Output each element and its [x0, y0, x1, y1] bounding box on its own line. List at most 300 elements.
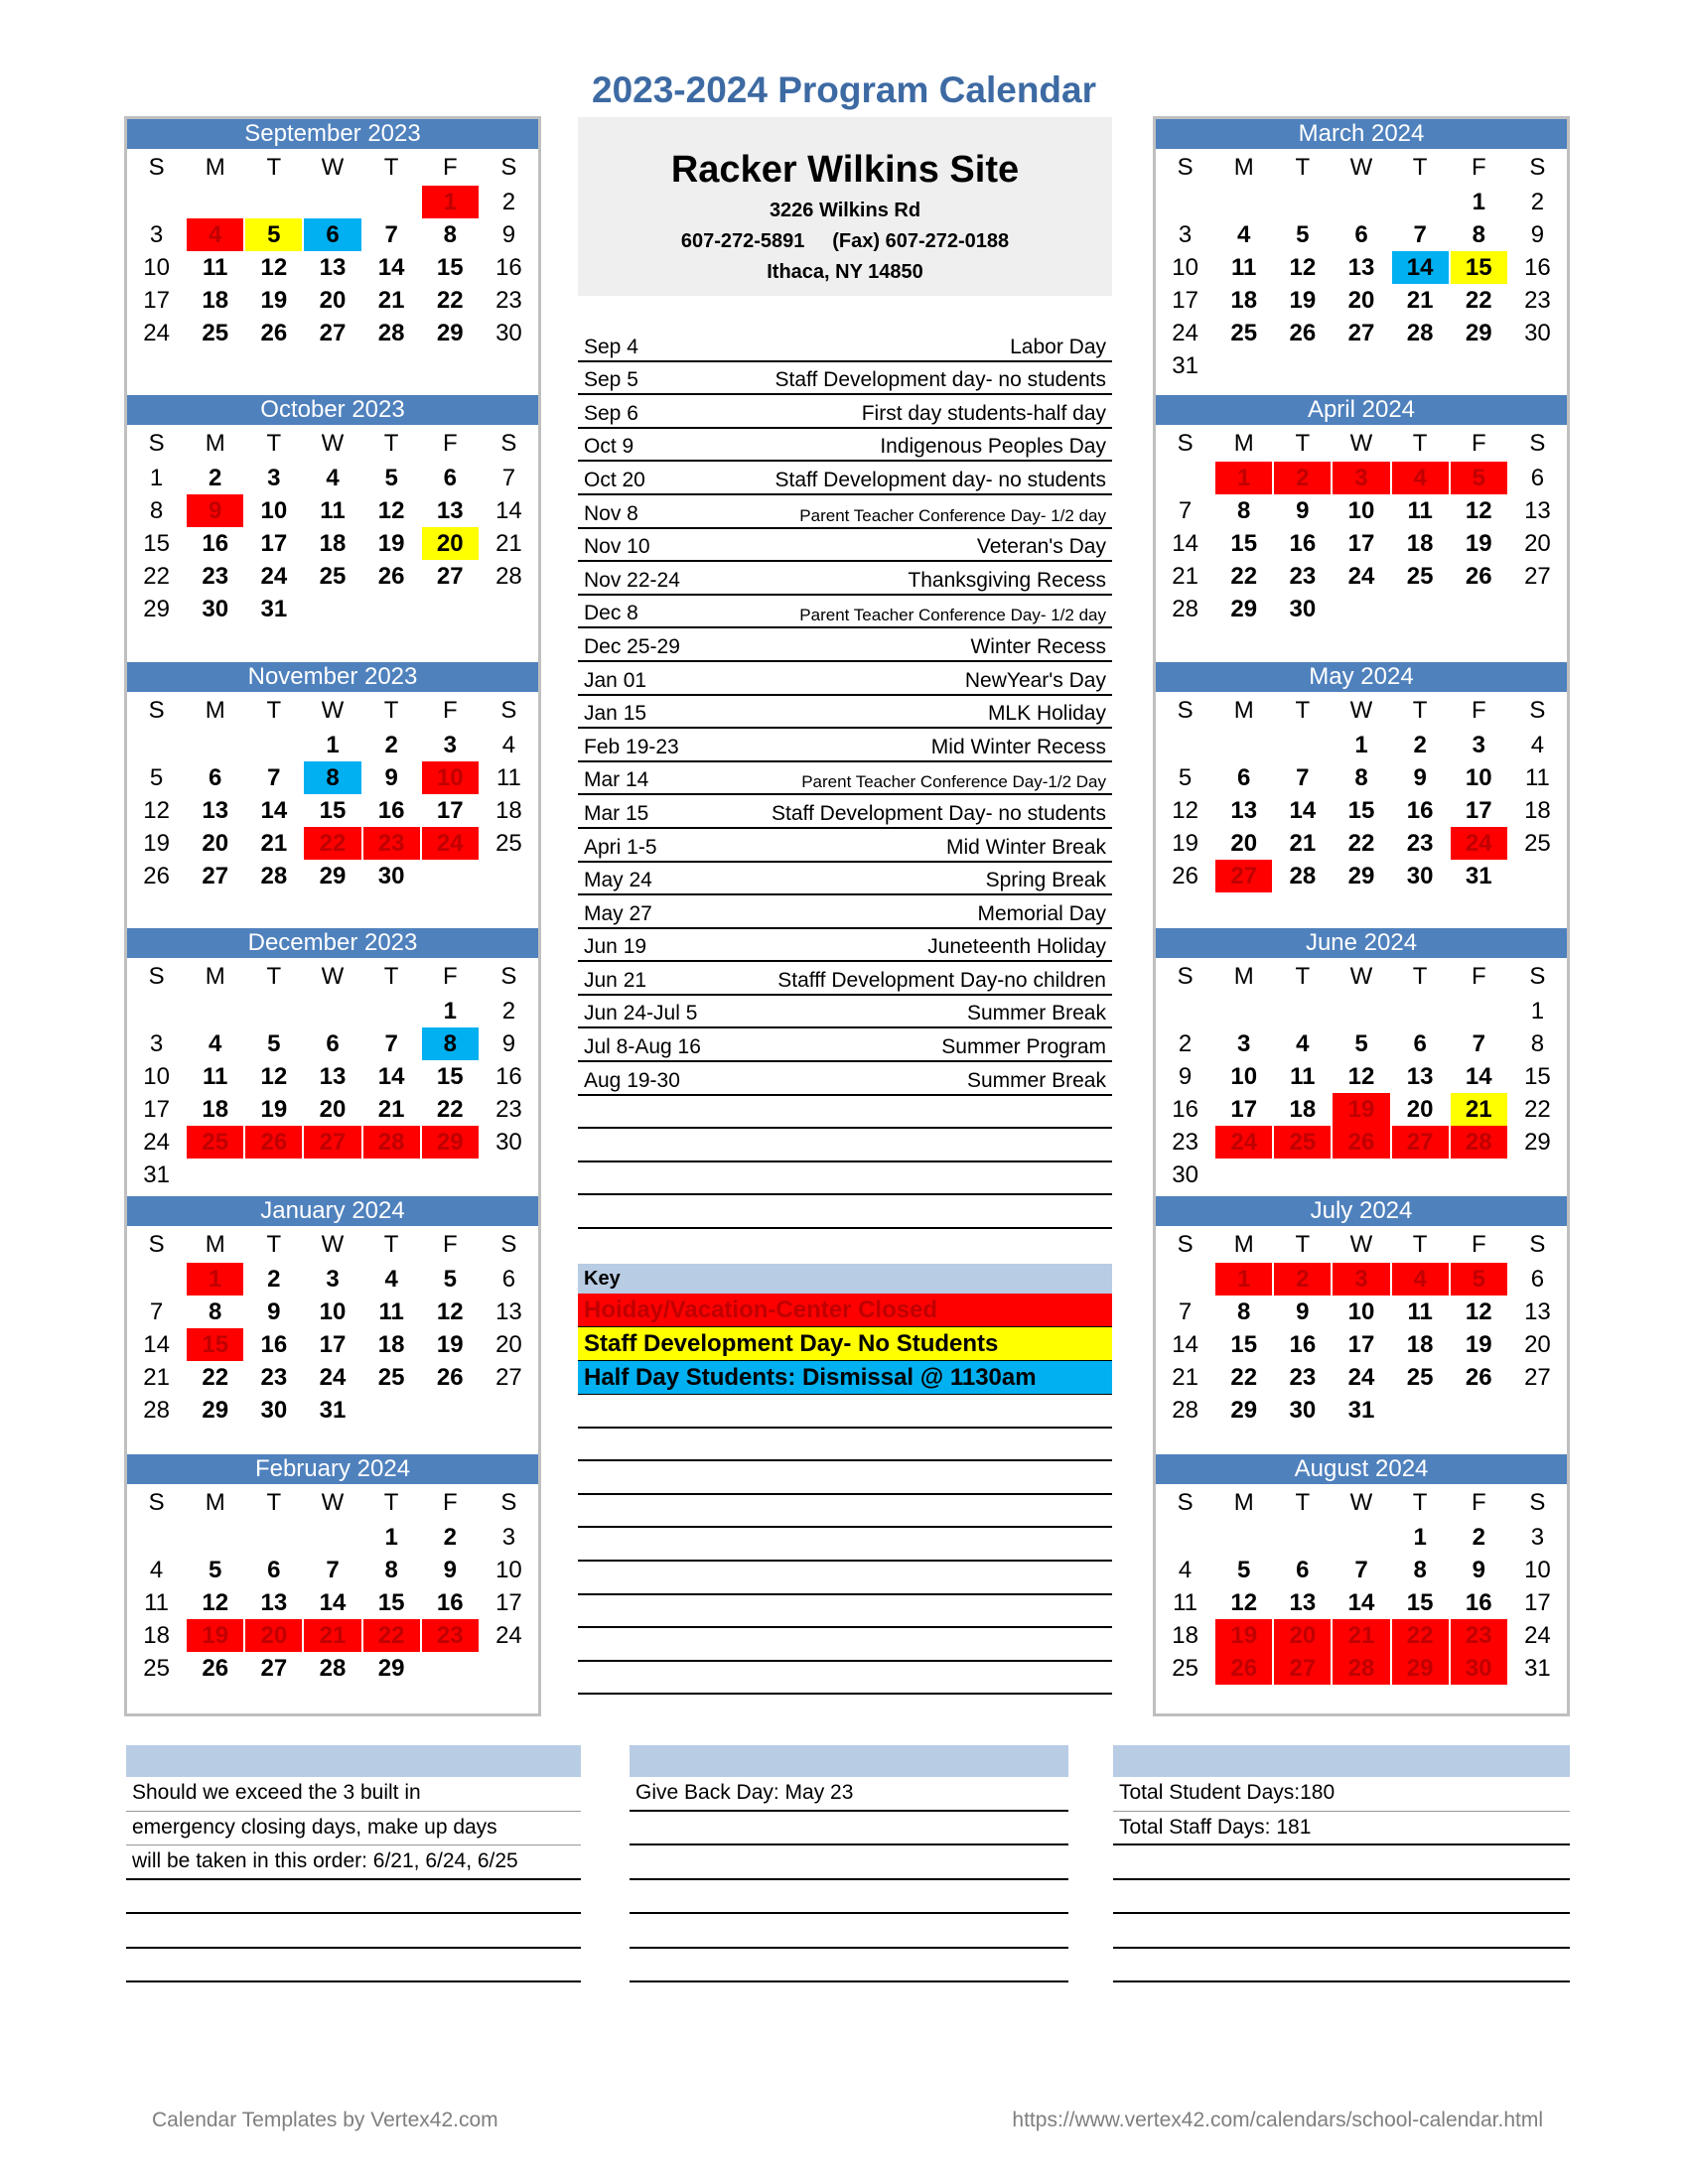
day-cell: 12 [1289, 254, 1317, 281]
blank-line [578, 1129, 1112, 1162]
day-cell: 17 [143, 287, 170, 314]
day-cell: 23 [363, 827, 420, 860]
event-name: Veteran's Day [976, 535, 1106, 559]
empty-day [244, 995, 303, 1027]
month-header: November 2023 [127, 662, 538, 692]
day-cell: 2 [501, 189, 516, 215]
day-cell: 9 [501, 1030, 516, 1057]
weekday-label: M [1233, 154, 1254, 181]
day-cell: 17 [260, 530, 288, 557]
day-cell: 16 [495, 1063, 522, 1090]
day-cell: 25 [377, 1364, 405, 1391]
day-cell: 27 [436, 563, 464, 590]
empty-day [1273, 729, 1332, 761]
site-phones [578, 230, 1112, 253]
day-cell: 27 [1524, 563, 1551, 590]
day-cell: 6 [304, 218, 360, 251]
key-staff-development: Staff Development Day- No Students [578, 1327, 1112, 1361]
weekday-label: T [266, 963, 282, 990]
month-header: April 2024 [1156, 395, 1567, 425]
day-cell: 22 [1230, 563, 1258, 590]
day-cell: 6 [443, 465, 457, 491]
blank-line [1113, 1949, 1570, 1983]
weekday-label: F [1471, 430, 1486, 457]
day-cell: 19 [436, 1331, 464, 1358]
note-line: Should we exceed the 3 built in [126, 1777, 581, 1812]
blank-line [630, 1812, 1068, 1846]
day-cell: 23 [422, 1619, 479, 1652]
day-cell: 16 [1465, 1589, 1492, 1616]
day-cell: 19 [143, 830, 170, 857]
event-name: Spring Break [985, 869, 1106, 892]
blank-line [578, 1195, 1112, 1229]
day-cell: 16 [1172, 1096, 1198, 1123]
day-cell: 8 [422, 1027, 479, 1060]
day-cell: 24 [1172, 320, 1198, 346]
day-cell: 29 [1524, 1129, 1551, 1156]
day-cell: 24 [1451, 827, 1507, 860]
day-cell: 30 [377, 863, 405, 889]
day-cell: 24 [422, 827, 479, 860]
day-cell: 12 [1172, 797, 1198, 824]
day-cell: 17 [436, 797, 464, 824]
event-row [578, 362, 1112, 396]
event-date: Jun 19 [584, 935, 647, 959]
day-cell: 21 [143, 1364, 170, 1391]
event-date: Sep 6 [584, 401, 638, 425]
day-cell: 16 [436, 1589, 464, 1616]
empty-day [1156, 1263, 1214, 1296]
day-cell: 24 [495, 1622, 522, 1649]
event-date: Oct 9 [584, 435, 634, 459]
weekday-label: S [1177, 154, 1194, 181]
day-cell: 2 [501, 998, 516, 1024]
day-cell: 22 [1392, 1619, 1449, 1652]
day-cell: 24 [1215, 1126, 1272, 1159]
event-row [578, 529, 1112, 563]
empty-day [1214, 995, 1273, 1027]
day-cell: 26 [1465, 563, 1492, 590]
day-cell: 13 [319, 254, 347, 281]
footer-url[interactable]: https://www.vertex42.com/calendars/school-calendar.html [1012, 2109, 1543, 2131]
day-cell: 5 [1451, 1263, 1507, 1296]
event-date: Apri 1-5 [584, 835, 657, 859]
day-cell: 22 [436, 1096, 464, 1123]
weekday-label: T [266, 1231, 282, 1258]
weekday-label: T [383, 963, 399, 990]
day-cell: 16 [1289, 530, 1317, 557]
day-cell: 21 [495, 530, 522, 557]
day-cell: 12 [436, 1298, 464, 1325]
day-cell: 23 [495, 287, 522, 314]
empty-day [303, 186, 361, 218]
day-cell: 30 [202, 596, 229, 622]
day-cell: 24 [143, 1129, 170, 1156]
day-cell: 18 [1524, 797, 1551, 824]
note-line: Give Back Day: May 23 [630, 1777, 1068, 1812]
day-cell: 29 [436, 320, 464, 346]
day-cell: 21 [260, 830, 288, 857]
weekday-label: S [1529, 1489, 1546, 1516]
weekday-label: S [1177, 1489, 1194, 1516]
weekday-label: S [1529, 154, 1546, 181]
event-name: Staff Development Day- no students [772, 801, 1106, 825]
blank-line [1113, 1880, 1570, 1915]
month-july-2024 [1156, 1196, 1567, 1427]
day-cell: 11 [1173, 1589, 1198, 1616]
event-row [578, 863, 1112, 896]
day-cell: 5 [245, 218, 302, 251]
day-cell: 19 [1465, 1331, 1492, 1358]
day-cell: 24 [143, 320, 170, 346]
day-cell: 8 [443, 221, 457, 248]
month-header: March 2024 [1156, 119, 1567, 149]
day-cell: 31 [143, 1161, 170, 1188]
empty-day [1156, 729, 1214, 761]
day-cell: 15 [1524, 1063, 1551, 1090]
day-cell: 6 [1413, 1030, 1427, 1057]
weekday-label: S [500, 154, 517, 181]
day-cell: 4 [209, 1030, 222, 1057]
day-cell: 26 [202, 1655, 229, 1682]
day-cell: 28 [1172, 596, 1198, 622]
day-cell: 4 [1178, 1557, 1193, 1583]
empty-day [1273, 995, 1332, 1027]
day-cell: 8 [149, 497, 164, 524]
day-cell: 28 [319, 1655, 347, 1682]
event-date: Jan 01 [584, 668, 647, 692]
empty-day [186, 1521, 244, 1554]
empty-day [1156, 1521, 1214, 1554]
day-cell: 26 [1172, 863, 1198, 889]
day-cell: 25 [495, 830, 522, 857]
day-cell: 9 [501, 221, 516, 248]
month-grid [127, 1226, 538, 1427]
day-cell: 8 [1237, 1298, 1251, 1325]
empty-day [362, 995, 421, 1027]
month-june-2024 [1156, 928, 1567, 1191]
day-cell: 26 [245, 1126, 302, 1159]
month-grid [127, 692, 538, 892]
day-cell: 26 [143, 863, 170, 889]
day-cell: 25 [202, 320, 229, 346]
day-cell: 2 [1178, 1030, 1193, 1057]
weekday-label: F [1471, 154, 1486, 181]
day-cell: 5 [1178, 764, 1193, 791]
day-cell: 2 [267, 1266, 281, 1293]
blank-line [578, 1429, 1112, 1462]
day-cell: 28 [495, 563, 522, 590]
event-row [578, 762, 1112, 796]
day-cell: 29 [319, 863, 347, 889]
weekday-label: F [442, 963, 458, 990]
day-cell: 16 [377, 797, 405, 824]
weekday-label: W [321, 430, 345, 457]
day-cell: 8 [1530, 1030, 1545, 1057]
day-cell: 23 [1451, 1619, 1507, 1652]
event-date: Nov 8 [584, 501, 638, 525]
day-cell: 17 [1230, 1096, 1258, 1123]
day-cell: 23 [1289, 563, 1317, 590]
empty-day [1332, 995, 1390, 1027]
day-cell: 13 [1289, 1589, 1317, 1616]
day-cell: 25 [187, 1126, 243, 1159]
weekday-label: M [205, 1489, 225, 1516]
site-info [578, 117, 1112, 296]
day-cell: 4 [1530, 732, 1545, 758]
event-row [578, 895, 1112, 929]
day-cell: 14 [143, 1331, 170, 1358]
day-cell: 10 [422, 761, 479, 794]
weekday-label: T [1295, 154, 1311, 181]
day-cell: 1 [422, 186, 479, 218]
day-cell: 1 [1215, 1263, 1272, 1296]
blank-line [578, 1096, 1112, 1130]
day-cell: 30 [1289, 596, 1317, 622]
empty-day [186, 186, 244, 218]
weekday-label: T [1412, 1489, 1428, 1516]
day-cell: 4 [326, 465, 340, 491]
event-date: Dec 8 [584, 602, 638, 625]
day-cell: 8 [1413, 1557, 1427, 1583]
weekday-label: W [1349, 430, 1373, 457]
event-name: MLK Holiday [987, 702, 1106, 726]
weekday-label: F [1471, 963, 1486, 990]
empty-day [244, 186, 303, 218]
weekday-label: W [321, 154, 345, 181]
day-cell: 18 [1406, 1331, 1434, 1358]
event-name: Summer Break [966, 1002, 1106, 1025]
month-grid [127, 1484, 538, 1685]
day-cell: 18 [377, 1331, 405, 1358]
empty-day [1391, 995, 1450, 1027]
site-fax: (Fax) 607-272-0188 [832, 230, 1010, 252]
day-cell: 10 [1465, 764, 1492, 791]
day-cell: 22 [202, 1364, 229, 1391]
day-cell: 13 [1347, 254, 1375, 281]
day-cell: 29 [143, 596, 170, 622]
day-cell: 24 [1524, 1622, 1551, 1649]
weekday-label: W [321, 963, 345, 990]
key-half-day: Half Day Students: Dismissal @ 1130am [578, 1361, 1112, 1395]
event-name: NewYear's Day [964, 668, 1106, 692]
day-cell: 9 [443, 1557, 457, 1583]
day-cell: 1 [1354, 732, 1368, 758]
day-cell: 25 [1274, 1126, 1331, 1159]
day-cell: 10 [1347, 1298, 1375, 1325]
month-february-2024 [127, 1454, 538, 1685]
day-cell: 29 [1465, 320, 1492, 346]
day-cell: 2 [1413, 732, 1427, 758]
note-line: will be taken in this order: 6/21, 6/24, 6/25 [126, 1845, 581, 1880]
day-cell: 29 [1347, 863, 1375, 889]
month-header: August 2024 [1156, 1454, 1567, 1484]
weekday-label: S [500, 697, 517, 724]
month-grid [1156, 1484, 1567, 1685]
day-cell: 4 [1392, 1263, 1449, 1296]
day-cell: 5 [1354, 1030, 1368, 1057]
day-cell: 20 [245, 1619, 302, 1652]
day-cell: 12 [1347, 1063, 1375, 1090]
month-grid [1156, 149, 1567, 382]
weekday-label: S [500, 1489, 517, 1516]
day-cell: 9 [1472, 1557, 1485, 1583]
key-legend [578, 1264, 1112, 1695]
day-cell: 2 [1274, 462, 1331, 494]
day-cell: 19 [260, 1096, 288, 1123]
day-cell: 14 [1172, 530, 1198, 557]
day-cell: 9 [1413, 764, 1427, 791]
weekday-label: T [383, 1231, 399, 1258]
event-date: Sep 4 [584, 335, 638, 358]
empty-day [1332, 186, 1390, 218]
day-cell: 23 [495, 1096, 522, 1123]
day-cell: 26 [1465, 1364, 1492, 1391]
day-cell: 9 [1530, 221, 1545, 248]
day-cell: 6 [501, 1266, 516, 1293]
event-name: First day students-half day [861, 401, 1106, 425]
weekday-label: S [1177, 697, 1194, 724]
empty-day [127, 1521, 186, 1554]
event-row [578, 929, 1112, 963]
weekday-label: T [1412, 154, 1428, 181]
footer-credit[interactable]: Calendar Templates by Vertex42.com [152, 2109, 498, 2131]
day-cell: 15 [1347, 797, 1375, 824]
day-cell: 23 [1289, 1364, 1317, 1391]
month-january-2024 [127, 1196, 538, 1427]
day-cell: 24 [260, 563, 288, 590]
empty-day [1156, 186, 1214, 218]
day-cell: 15 [319, 797, 347, 824]
day-cell: 18 [1172, 1622, 1198, 1649]
notes-right [1113, 1745, 1570, 1982]
day-cell: 13 [1406, 1063, 1434, 1090]
day-cell: 22 [363, 1619, 420, 1652]
day-cell: 28 [1451, 1126, 1507, 1159]
day-cell: 3 [1237, 1030, 1251, 1057]
site-name: Racker Wilkins Site [670, 149, 1020, 191]
month-grid [1156, 1226, 1567, 1427]
day-cell: 31 [1172, 352, 1198, 379]
site-address: 3226 Wilkins Rd [769, 200, 921, 221]
event-name: Indigenous Peoples Day [880, 435, 1106, 459]
blank-line [126, 1914, 581, 1949]
weekday-label: S [148, 1489, 165, 1516]
empty-day [1332, 1521, 1390, 1554]
day-cell: 29 [1230, 1397, 1258, 1424]
day-cell: 26 [1289, 320, 1317, 346]
day-cell: 8 [1472, 221, 1485, 248]
weekday-label: T [1412, 1231, 1428, 1258]
blank-line [630, 1845, 1068, 1880]
day-cell: 15 [436, 1063, 464, 1090]
event-name: Winter Recess [970, 634, 1106, 658]
day-cell: 14 [495, 497, 522, 524]
day-cell: 26 [260, 320, 288, 346]
weekday-label: M [1233, 697, 1254, 724]
event-name: Mid Winter Recess [930, 735, 1106, 758]
day-cell: 16 [1289, 1331, 1317, 1358]
day-cell: 12 [377, 497, 405, 524]
day-cell: 30 [260, 1397, 288, 1424]
day-cell: 11 [144, 1589, 170, 1616]
day-cell: 15 [1451, 251, 1507, 284]
day-cell: 11 [378, 1298, 404, 1325]
day-cell: 5 [1296, 221, 1310, 248]
day-cell: 14 [260, 797, 288, 824]
day-cell: 31 [1524, 1655, 1551, 1682]
weekday-label: S [1529, 430, 1546, 457]
day-cell: 27 [304, 1126, 360, 1159]
weekday-label: W [1349, 963, 1373, 990]
day-cell: 17 [143, 1096, 170, 1123]
site-phone: 607-272-5891 [680, 230, 805, 252]
day-cell: 13 [495, 1298, 522, 1325]
day-cell: 15 [1230, 530, 1258, 557]
event-date: Jul 8-Aug 16 [584, 1035, 701, 1059]
event-date: Sep 5 [584, 368, 638, 392]
weekday-label: W [1349, 154, 1373, 181]
day-cell: 19 [1172, 830, 1198, 857]
event-date: Jan 15 [584, 702, 647, 726]
day-cell: 3 [149, 221, 164, 248]
day-cell: 31 [1347, 1397, 1375, 1424]
event-row [578, 628, 1112, 662]
weekday-label: S [500, 963, 517, 990]
day-cell: 10 [260, 497, 288, 524]
month-header: October 2023 [127, 395, 538, 425]
day-cell: 4 [1392, 462, 1449, 494]
event-name: Thanksgiving Recess [908, 568, 1106, 592]
day-cell: 25 [1524, 830, 1551, 857]
event-date: Dec 25-29 [584, 634, 680, 658]
day-cell: 2 [1274, 1263, 1331, 1296]
day-cell: 7 [1413, 221, 1427, 248]
day-cell: 3 [267, 465, 281, 491]
event-date: Aug 19-30 [584, 1068, 680, 1092]
day-cell: 10 [1347, 497, 1375, 524]
day-cell: 4 [501, 732, 516, 758]
day-cell: 19 [187, 1619, 243, 1652]
day-cell: 1 [443, 998, 457, 1024]
day-cell: 30 [1451, 1652, 1507, 1685]
day-cell: 20 [1274, 1619, 1331, 1652]
blank-line [578, 1562, 1112, 1595]
month-grid [1156, 425, 1567, 625]
blank-line [1113, 1914, 1570, 1949]
day-cell: 11 [1524, 764, 1550, 791]
day-cell: 16 [1524, 254, 1551, 281]
month-may-2024 [1156, 662, 1567, 892]
day-cell: 20 [1406, 1096, 1434, 1123]
day-cell: 7 [384, 1030, 398, 1057]
month-grid [1156, 958, 1567, 1191]
day-cell: 16 [495, 254, 522, 281]
day-cell: 28 [1333, 1652, 1389, 1685]
weekday-label: S [1177, 963, 1194, 990]
day-cell: 20 [1230, 830, 1258, 857]
empty-day [362, 186, 421, 218]
notes-middle-header [630, 1745, 1068, 1777]
month-header: January 2024 [127, 1196, 538, 1226]
day-cell: 7 [384, 221, 398, 248]
notes-right-header [1113, 1745, 1570, 1777]
empty-day [1156, 995, 1214, 1027]
empty-day [1273, 1521, 1332, 1554]
day-cell: 18 [495, 797, 522, 824]
day-cell: 11 [203, 1063, 228, 1090]
day-cell: 23 [1524, 287, 1551, 314]
